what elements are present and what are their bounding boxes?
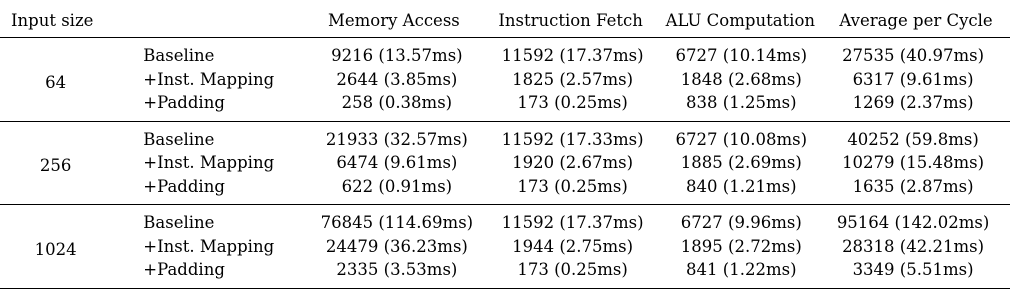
memory-access-cell: 76845 (114.69ms) <box>320 213 474 233</box>
table-row <box>0 205 1010 235</box>
input-size-cell: 1024 <box>0 205 129 289</box>
table-row <box>0 38 1010 68</box>
memory-access-cell: 9216 (13.57ms) <box>331 46 463 66</box>
alu-computation-cell: 6727 (10.14ms) <box>675 46 808 66</box>
group-input-256 <box>0 121 1010 205</box>
input-size-cell: 64 <box>0 38 129 122</box>
instruction-fetch-cell: 1944 (2.75ms) <box>512 236 634 256</box>
table-row <box>0 91 1010 121</box>
instruction-fetch-cell: 173 (0.25ms) <box>483 258 659 288</box>
header-average-per-cycle: Average per Cycle <box>822 4 1010 38</box>
memory-access-cell: 24479 (36.23ms) <box>325 236 468 256</box>
method-cell: Baseline <box>143 129 215 149</box>
method-cell: +Padding <box>129 91 305 121</box>
instruction-fetch-cell: 1825 (2.57ms) <box>512 69 634 89</box>
memory-access-cell: 6474 (9.61ms) <box>336 153 458 173</box>
method-cell: Baseline <box>143 46 215 66</box>
header-input-size: Input size <box>0 4 129 38</box>
memory-access-cell: 258 (0.38ms) <box>305 91 483 121</box>
instruction-fetch-cell: 11592 (17.33ms) <box>501 129 644 149</box>
table-row <box>0 151 1010 175</box>
average-per-cycle-cell: 6317 (9.61ms) <box>852 69 974 89</box>
instruction-fetch-cell: 1920 (2.67ms) <box>512 153 634 173</box>
alu-computation-cell: 838 (1.25ms) <box>658 91 822 121</box>
average-per-cycle-cell: 27535 (40.97ms) <box>842 46 985 66</box>
average-per-cycle-cell: 1635 (2.87ms) <box>822 175 1010 205</box>
memory-access-cell: 2335 (3.53ms) <box>305 258 483 288</box>
header-memory-access: Memory Access <box>305 4 483 38</box>
input-size-cell: 256 <box>0 121 129 205</box>
method-cell: +Padding <box>129 175 305 205</box>
average-per-cycle-cell: 10279 (15.48ms) <box>842 153 985 173</box>
memory-access-cell: 622 (0.91ms) <box>305 175 483 205</box>
average-per-cycle-cell: 1269 (2.37ms) <box>822 91 1010 121</box>
average-per-cycle-cell: 40252 (59.8ms) <box>847 129 979 149</box>
instruction-fetch-cell: 11592 (17.37ms) <box>501 213 644 233</box>
results-table <box>0 4 1010 289</box>
average-per-cycle-cell: 95164 (142.02ms) <box>836 213 990 233</box>
average-per-cycle-cell: 3349 (5.51ms) <box>822 258 1010 288</box>
table-row <box>0 175 1010 205</box>
instruction-fetch-cell: 11592 (17.37ms) <box>501 46 644 66</box>
method-cell: +Padding <box>129 258 305 288</box>
alu-computation-cell: 1848 (2.68ms) <box>680 69 802 89</box>
alu-computation-cell: 1885 (2.69ms) <box>680 153 802 173</box>
alu-computation-cell: 6727 (10.08ms) <box>675 129 808 149</box>
table-row <box>0 121 1010 151</box>
group-input-1024 <box>0 205 1010 289</box>
instruction-fetch-cell: 173 (0.25ms) <box>483 91 659 121</box>
header-method <box>129 4 305 38</box>
method-cell: +Inst. Mapping <box>143 153 275 173</box>
method-cell: +Inst. Mapping <box>143 236 275 256</box>
method-cell: Baseline <box>143 213 215 233</box>
method-cell: +Inst. Mapping <box>143 69 275 89</box>
alu-computation-cell: 841 (1.22ms) <box>658 258 822 288</box>
table-header-row <box>0 4 1010 38</box>
group-input-64 <box>0 38 1010 122</box>
header-alu-computation: ALU Computation <box>658 4 822 38</box>
table-row <box>0 235 1010 259</box>
table-row <box>0 68 1010 92</box>
header-instruction-fetch: Instruction Fetch <box>483 4 659 38</box>
average-per-cycle-cell: 28318 (42.21ms) <box>842 236 985 256</box>
instruction-fetch-cell: 173 (0.25ms) <box>483 175 659 205</box>
memory-access-cell: 2644 (3.85ms) <box>336 69 458 89</box>
alu-computation-cell: 6727 (9.96ms) <box>680 213 802 233</box>
alu-computation-cell: 1895 (2.72ms) <box>680 236 802 256</box>
memory-access-cell: 21933 (32.57ms) <box>325 129 468 149</box>
alu-computation-cell: 840 (1.21ms) <box>658 175 822 205</box>
